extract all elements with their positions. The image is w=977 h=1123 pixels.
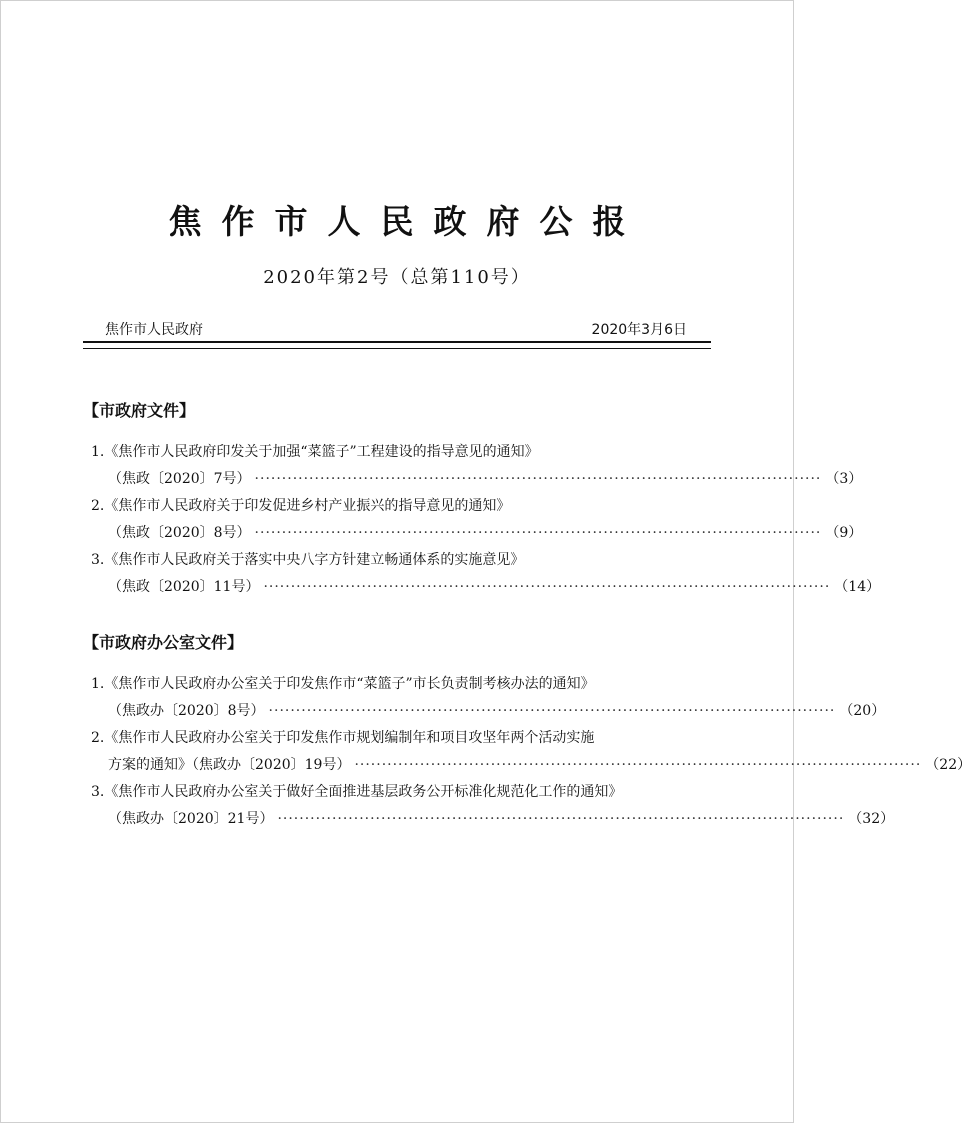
leader-dots: ········································································································	[263, 579, 831, 595]
page-number: （3）	[825, 471, 863, 487]
toc-entry-title[interactable]: 1.《焦作市人民政府办公室关于印发焦作市“菜篮子”市长负责制考核办法的通知》	[91, 676, 595, 692]
toc-entry[interactable]	[83, 547, 881, 601]
section-city-government-documents	[83, 397, 881, 601]
page-number: （22）	[925, 757, 972, 773]
toc-entry-reference[interactable]	[83, 806, 895, 833]
document-number: （焦政〔2020〕7号）	[108, 471, 251, 487]
toc-entry[interactable]	[83, 493, 863, 547]
document-number: 方案的通知》（焦政办〔2020〕19号）	[108, 757, 351, 773]
leader-dots: ········································································································	[268, 703, 836, 719]
toc-entry-reference[interactable]	[83, 520, 863, 547]
masthead-rule	[83, 341, 711, 349]
page-number: （9）	[825, 525, 863, 541]
document-number: （焦政〔2020〕11号）	[108, 579, 260, 595]
publisher-name: 焦作市人民政府	[105, 322, 203, 338]
document-number: （焦政办〔2020〕21号）	[108, 811, 274, 827]
toc-entry-title[interactable]: 3.《焦作市人民政府关于落实中央八字方针建立畅通体系的实施意见》	[91, 552, 525, 568]
leader-dots: ········································································································	[254, 525, 822, 541]
document-number: （焦政办〔2020〕8号）	[108, 703, 265, 719]
page-number: （32）	[848, 811, 895, 827]
leader-dots: ········································································································	[277, 811, 845, 827]
toc-entry[interactable]	[83, 671, 886, 725]
toc-entry-title[interactable]: 2.《焦作市人民政府办公室关于印发焦作市规划编制年和项目攻坚年两个活动实施	[91, 730, 595, 746]
toc-entry-reference[interactable]	[83, 752, 972, 779]
issue-number: 2020年第2号（总第110号）	[263, 267, 531, 288]
section-heading: 【市政府文件】	[83, 401, 196, 420]
toc-entry-title[interactable]: 3.《焦作市人民政府办公室关于做好全面推进基层政务公开标准化规范化工作的通知》	[91, 784, 623, 800]
masthead	[83, 319, 711, 341]
toc-entry[interactable]	[83, 439, 863, 493]
section-city-government-office-documents	[83, 629, 972, 833]
toc-entry-reference[interactable]	[83, 574, 881, 601]
toc-entry-title[interactable]: 1.《焦作市人民政府印发关于加强“菜篮子”工程建设的指导意见的通知》	[91, 444, 539, 460]
toc-entry[interactable]	[83, 779, 895, 833]
toc-entry-title[interactable]: 2.《焦作市人民政府关于印发促进乡村产业振兴的指导意见的通知》	[91, 498, 511, 514]
bulletin-title: 焦作市人民政府公报	[168, 202, 646, 241]
toc-entry[interactable]	[83, 725, 972, 779]
leader-dots: ········································································································	[254, 471, 822, 487]
page-number: （20）	[839, 703, 886, 719]
publish-date: 2020年3月6日	[591, 322, 687, 338]
toc-entry-reference[interactable]	[83, 466, 863, 493]
toc-entry-reference[interactable]	[83, 698, 886, 725]
leader-dots: ········································································································	[354, 757, 922, 773]
page-number: （14）	[834, 579, 881, 595]
document-number: （焦政〔2020〕8号）	[108, 525, 251, 541]
section-heading: 【市政府办公室文件】	[83, 633, 244, 652]
